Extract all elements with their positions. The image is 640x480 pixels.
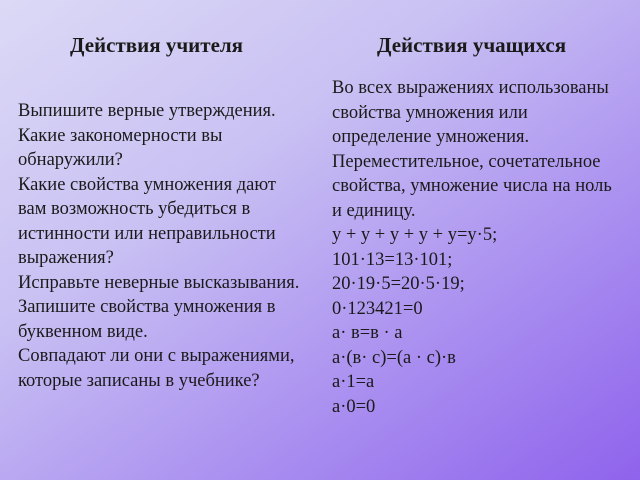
teacher-line: истинности или неправильности — [18, 223, 276, 244]
teacher-line: выражения? — [18, 248, 114, 268]
teacher-actions-heading: Действия учителя — [70, 33, 244, 57]
formula-line: 0·123421=0 — [332, 298, 423, 319]
student-actions-text — [332, 76, 632, 419]
teacher-line: которые записаны в учебнике? — [18, 370, 260, 391]
student-line: и единицу. — [332, 200, 416, 221]
teacher-line: буквенном виде. — [18, 321, 148, 342]
student-line: Переместительное, сочетательное — [332, 151, 601, 172]
teacher-line: Какие свойства умножения дают — [18, 174, 276, 195]
formula-line: а·(в· с)=(а · с)·в — [332, 347, 456, 368]
student-line: свойства умножения или — [332, 102, 528, 123]
teacher-actions-text — [18, 99, 328, 393]
teacher-line: Совпадают ли они с выражениями, — [18, 346, 295, 366]
teacher-line: Какие закономерности вы — [18, 125, 223, 146]
teacher-line: обнаружили? — [18, 150, 123, 170]
teacher-line: Выпишите верные утверждения. — [18, 101, 276, 121]
formula-line: а·1=а — [332, 372, 375, 392]
teacher-line: Запишите свойства умножения в — [18, 297, 276, 317]
formula-line: 101·13=13·101; — [332, 249, 453, 270]
student-line: свойства, умножение числа на ноль — [332, 176, 612, 196]
teacher-line: Исправьте неверные высказывания. — [18, 272, 300, 293]
student-line: Во всех выражениях использованы — [332, 78, 609, 98]
formula-line: а· в=в · а — [332, 323, 403, 343]
student-line: определение умножения. — [332, 127, 530, 147]
teacher-line: вам возможность убедиться в — [18, 199, 251, 219]
formula-line: 20·19·5=20·5·19; — [332, 274, 465, 294]
student-actions-heading: Действия учащихся — [377, 33, 567, 57]
formula-line: у + у + у + у + у=у·5; — [332, 225, 498, 245]
formula-line: а·0=0 — [332, 396, 376, 417]
